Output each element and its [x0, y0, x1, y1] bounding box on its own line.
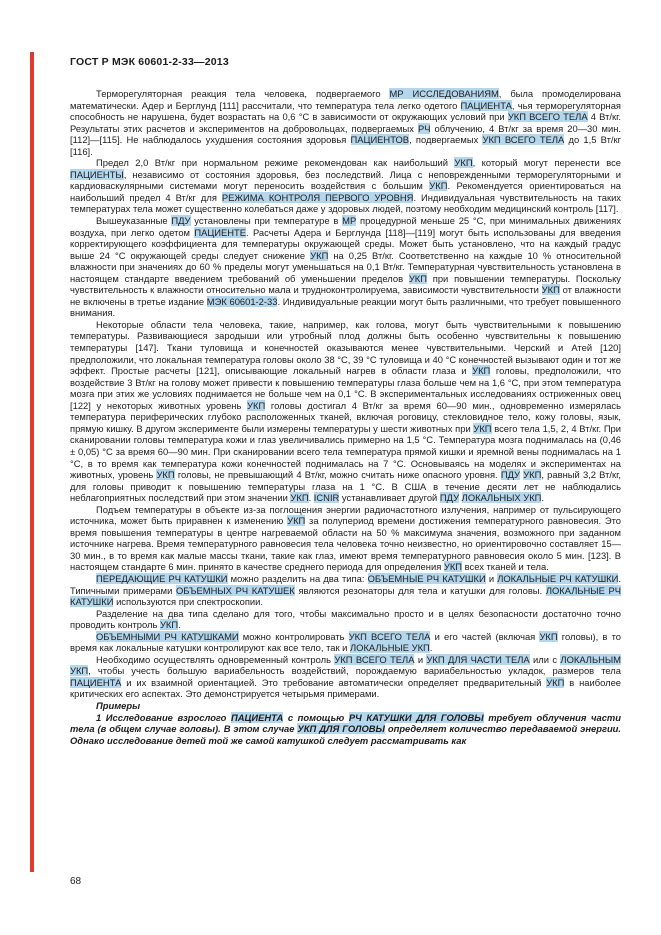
paragraph: 1 Исследование взрослого ПАЦИЕНТА с помощью РЧ КАТУШКИ ДЛЯ ГОЛОВЫ требует облучения части тела (в общем случае головы). В этом случае УКП ДЛЯ ГОЛОВЫ определяет количество передаваемой энергии. Однако исследование детей той же самой катушкой следует рассматривать как — [70, 711, 622, 746]
highlighted-term: УКП ВСЕГО ТЕЛА — [507, 111, 588, 123]
red-margin-line — [30, 52, 34, 872]
document-body-text — [70, 88, 621, 746]
highlighted-term: УКП — [546, 676, 565, 688]
highlighted-term: УКП — [454, 157, 473, 169]
highlighted-term: ЛОКАЛЬНЫЕ РЧ КАТУШКИ — [70, 584, 621, 608]
paragraph: ОБЪЕМНЫМИ РЧ КАТУШКАМИ можно контролировать УКП ВСЕГО ТЕЛА и его частей (включая УКП головы), в то время как локальные катушки контролируют как все тело, так и ЛОКАЛЬНЫЕ УКП. — [70, 630, 622, 654]
paragraph: Терморегуляторная реакция тела человека, подвергаемого МР ИССЛЕДОВАНИЯМ, была промоделирована математически. Адер и Берглунд [111] рассчитали, что температура тела легко одетого ПАЦИЕНТА, чья терморегуляторная способность не нарушена, будет возрастать на 0,6 °С в зависимости от окружающих условий при УКП ВСЕГО ТЕЛА 4 Вт/кг. Результаты этих расчетов и экспериментов на добровольцах, подвергаемых РЧ облучению, 4 Вт/кг за время 20—30 мин. [112]—[115]. Не наблюдалось ухудшения состояния здоровья ПАЦИЕНТОВ, подвергаемых УКП ВСЕГО ТЕЛА до 1,5 Вт/кг [116]. — [70, 88, 622, 157]
highlighted-term: ЛОКАЛЬНЫЕ УКП — [350, 642, 430, 654]
highlighted-term: УКП — [310, 249, 329, 261]
page-number: 68 — [70, 876, 82, 887]
highlighted-term: РЧ — [417, 122, 431, 134]
highlighted-term: ПАЦИЕНТА — [231, 711, 284, 723]
highlighted-term: ПАЦИЕНТЫ — [70, 168, 124, 180]
highlighted-term: ОБЪЕМНЫЕ РЧ КАТУШКИ — [367, 572, 486, 584]
highlighted-term: УКП — [443, 561, 463, 573]
paragraph: Необходимо осуществлять одновременный контроль УКП ВСЕГО ТЕЛА и УКП ДЛЯ ЧАСТИ ТЕЛА или с ЛОКАЛЬНЫМ УКП, чтобы учесть большую вариабельность воздействий, порождаемую вариабельностью укладок, размеров тела ПАЦИЕНТА и их взаимной ориентацией. Это требование автоматически определяет предварительный УКП в наиболее критических его аспектах. Это демонстрируется четырьмя примерами. — [70, 653, 621, 700]
paragraph: Некоторые области тела человека, такие, например, как голова, могут быть чувствительными к повышению температуры. Развивающиеся зародыши или утробный плод должны быть особенно чувствительны к повышению температуры [147]. Ткани туловища и конечностей оказываются менее чувствительными. Черский и Атей [120] предположили, что локальная температура головы около 38 °С, 39 °С туловища и 40 °С конечностей вызывают один и тот же эффект. Простые расчеты [121], описывающие локальный нагрев в области глаза и УКП головы, предположили, что воздействие 3 Вт/кг на голову может привести к повышению температуры глаза больше чем на 1,6 °С, при этом температура мозга при этих же условиях поднимается не больше чем на 0,1 °С. В экспериментальных исследованиях остриженных овец [122] у некоторых животных уровень УКП головы достигал 4 Вт/кг за время 60—90 мин., одновременно измерялась температура периферических глубоко расположенных тканей, включая роговицу, стекловидное тело, кожу головы, язык, прямую кишку. В другом эксперименте были измерены температуры у шести животных при УКП всего тела 1,5, 2, 4 Вт/кг. При сканировании головы температура кожи и глаз увеличивались примерно на 1,5 °С. Температура мозга поднималась на (0,46 ± 0,05) °С за время 60—90 мин. При сканировании всего тела температура прямой кишки и яремной вены поднималась на 1 °С, в то время как температура кожи конечностей поднималась на 7 °С. Основываясь на моделях и экспериментах на животных, уровень УКП головы, не превышающий 4 Вт/кг, можно считать ниже опасного уровня. ПДУ УКП, равный 3,2 Вт/кг, для головы приводит к повышению температуры глаза на 1 °С. В США в течение десяти лет не наблюдались неблагоприятных последствий при этом значении УКП. ICNIR устанавливает другой ПДУ ЛОКАЛЬНЫХ УКП. — [70, 318, 622, 504]
paragraph: Подъем температуры в объекте из-за поглощения энергии радиочастотного излучения, например от пульсирующего источника, может быть приравнен к изменению УКП за полупериод времени достижения температурного равновесия. Это время повышения температуры в центре нагреваемой области на 50 % максимума значения, возможного при заданном источнике нагрева. Время температурного равновесия тела человека точно неизвестно, но ориентировочно составляет 15—30 мин., в то время как малые массы ткани, такие как глаз, имеют время температурного равновесия около 5 мин. [123]. В настоящем стандарте 6 мин. принято в качестве среднего периода для определения УКП всех тканей и тела. — [70, 503, 621, 573]
highlighted-term: УКП — [539, 630, 558, 642]
paragraph: Разделение на два типа сделано для того, чтобы максимально просто и в целях безопасности достаточно точно проводить контроль УКП. — [70, 607, 621, 631]
highlighted-term: РЧ КАТУШКИ ДЛЯ ГОЛОВЫ — [348, 711, 484, 723]
paragraph: Примеры — [96, 699, 141, 711]
highlighted-term: ОБЪЕМНЫХ РЧ КАТУШЕК — [176, 584, 295, 596]
highlighted-term: ЛОКАЛЬНЫЕ РЧ КАТУШКИ — [497, 572, 619, 584]
highlighted-term: ПДУ — [171, 215, 191, 227]
highlighted-term: ОБЪЕМНЫМИ РЧ КАТУШКАМИ — [96, 630, 239, 642]
highlighted-term: УКП ВСЕГО ТЕЛА — [334, 653, 415, 665]
highlighted-term: УКП — [408, 272, 427, 284]
highlighted-term: ПАЦИЕНТА — [460, 99, 512, 111]
highlighted-term: УКП — [541, 284, 560, 296]
highlighted-term: МР — [342, 215, 357, 227]
highlighted-term: УКП — [290, 492, 309, 504]
highlighted-term: МЭК 60601-2-33 — [206, 295, 278, 307]
paragraph: ПЕРЕДАЮЩИЕ РЧ КАТУШКИ можно разделить на два типа: ОБЪЕМНЫЕ РЧ КАТУШКИ и ЛОКАЛЬНЫЕ РЧ КАТУШКИ. Типичными примерами ОБЪЕМНЫХ РЧ КАТУШЕК являются резонаторы для тела и катушки для головы. ЛОКАЛЬНЫЕ РЧ КАТУШКИ используются при спектроскопии. — [70, 572, 621, 608]
paragraph: Вышеуказанные ПДУ установлены при температуре в МР процедурной меньше 25 °С, при минимальных движениях воздуха, при легко одетом ПАЦИЕНТЕ. Расчеты Адера и Берглунда [118]—[119] могут быть использованы для введения корректирующего коэффициента для температуры окружающей среды. Может быть установлено, что на каждый градус выше 24 °С окружающей среды следует снижение УКП на 0,25 Вт/кг. Соответственно на каждые 10 % относительной влажности при значениях до 60 % пределы могут уменьшаться на 0,1 Вт/кг. Температурная чувствительность установлена в настоящем стандарте введением требований об уменьшении пределов УКП при повышении температуры. Поскольку чувствительность к влажности относительно мала и трудноконтролируема, зависимости чувствительности УКП от влажности не включены в третье издание МЭК 60601-2-33. Индивидуальные реакции могут быть различными, что требует повышенного внимания. — [70, 215, 622, 319]
highlighted-term: ПДУ — [500, 469, 521, 481]
highlighted-term: УКП — [156, 469, 175, 481]
document-standard-number: ГОСТ Р МЭК 60601-2-33—2013 — [70, 56, 229, 68]
highlighted-term: ПАЦИЕНТЕ — [194, 226, 247, 238]
highlighted-term: УКП ВСЕГО ТЕЛА — [348, 630, 431, 642]
highlighted-term: УКП ВСЕГО ТЕЛА — [482, 134, 565, 146]
highlighted-term: УКП — [429, 180, 448, 192]
highlighted-term: УКП ДЛЯ ГОЛОВЫ — [297, 723, 385, 735]
highlighted-term: УКП — [473, 422, 492, 434]
highlighted-term: ПЕРЕДАЮЩИЕ РЧ КАТУШКИ — [96, 572, 228, 584]
paragraph: Предел 2,0 Вт/кг при нормальном режиме рекомендован как наибольший УКП, который могут перенести все ПАЦИЕНТЫ, независимо от состояния здоровья, без последствий. Лица с неповрежденными терморегуляторными и кардиоваскулярными системами могут переносить воздействия с большим УКП. Рекомендуется ориентироваться на наибольший предел 4 Вт/кг для РЕЖИМА КОНТРОЛЯ ПЕРВОГО УРОВНЯ. Индивидуальная чувствительность на таких температурах тела может существенно колебаться даже у здоровых людей, поэтому необходим медицинский контроль [117]. — [70, 157, 621, 215]
highlighted-term: МР ИССЛЕДОВАНИЯМ — [389, 88, 499, 99]
highlighted-term: ICNIR — [313, 492, 340, 504]
highlighted-term: ПАЦИЕНТА — [70, 676, 122, 688]
highlighted-term: РЕЖИМА КОНТРОЛЯ ПЕРВОГО УРОВНЯ — [221, 191, 414, 203]
highlighted-term: УКП — [472, 365, 491, 377]
highlighted-term: ЛОКАЛЬНЫХ УКП — [461, 492, 542, 504]
highlighted-term: ЛОКАЛЬНЫМ УКП — [70, 653, 621, 677]
highlighted-term: УКП — [287, 515, 306, 527]
highlighted-term: УКП — [159, 619, 179, 631]
highlighted-term: ПАЦИЕНТОВ — [350, 134, 410, 146]
highlighted-term: ПДУ — [439, 492, 460, 504]
highlighted-term: УКП — [247, 399, 266, 411]
highlighted-term: УКП — [523, 469, 542, 481]
highlighted-term: УКП ДЛЯ ЧАСТИ ТЕЛА — [426, 653, 530, 665]
